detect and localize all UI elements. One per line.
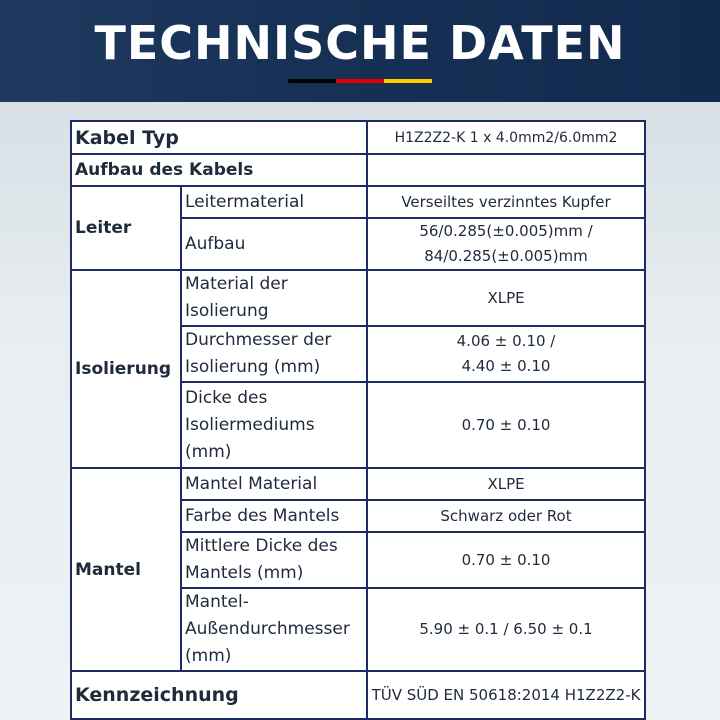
aufbau-des-kabels-label: Aufbau des Kabels: [71, 154, 367, 186]
isolierung-dicke-value: 0.70 ± 0.10: [367, 382, 645, 468]
isolierung-dicke-label: [181, 382, 367, 468]
kennzeichnung-label: Kennzeichnung: [71, 671, 367, 719]
mantel-label: Mantel: [71, 468, 181, 671]
mantel-aussendurchmesser-value: 5.90 ± 0.1 / 6.50 ± 0.1: [367, 588, 645, 671]
isolierung-label: Isolierung: [71, 270, 181, 468]
isolierung-durchmesser-label-line2: Isolierung (mm): [185, 357, 321, 377]
isolierung-dicke-label-line1: Dicke des: [185, 387, 268, 408]
isolierung-material-value: XLPE: [367, 270, 645, 326]
mantel-material-label: Mantel Material: [181, 468, 367, 500]
isolierung-material-label-line2: Isolierung: [185, 301, 269, 321]
isolierung-durchmesser-label: [181, 326, 367, 382]
isolierung-material-label: [181, 270, 367, 326]
leiter-aufbau-value: [367, 218, 645, 270]
isolierung-dicke-label-line3: (mm): [185, 441, 232, 462]
table-row: [71, 270, 645, 326]
table-row-kennzeichnung: [71, 671, 645, 719]
kennzeichnung-value: TÜV SÜD EN 50618:2014 H1Z2Z2-K: [367, 671, 645, 719]
mantel-dicke-label-line1: Mittlere Dicke des: [185, 536, 338, 556]
leiter-aufbau-label: Aufbau: [181, 218, 367, 270]
mantel-farbe-label: Farbe des Mantels: [181, 500, 367, 532]
mantel-aussendurchmesser-label-line2: Außendurchmesser: [185, 619, 350, 639]
spec-table: [70, 120, 646, 720]
isolierung-durchmesser-value-line2: 4.40 ± 0.10: [461, 357, 551, 375]
page-title: TECHNISCHE DATEN: [94, 16, 626, 70]
german-flag-stripe: [288, 79, 432, 83]
mantel-material-value: XLPE: [367, 468, 645, 500]
mantel-dicke-label: [181, 532, 367, 588]
header-banner: [0, 0, 720, 102]
isolierung-durchmesser-label-line1: Durchmesser der: [185, 330, 332, 350]
mantel-farbe-value: Schwarz oder Rot: [367, 500, 645, 532]
leiter-aufbau-value-line2: 84/0.285(±0.005)mm: [424, 247, 588, 265]
table-row: [71, 468, 645, 500]
mantel-aussendurchmesser-label-line1: Mantel-: [185, 592, 249, 612]
isolierung-durchmesser-value: [367, 326, 645, 382]
flag-stripe-gold: [384, 79, 432, 83]
flag-stripe-red: [336, 79, 384, 83]
leiter-aufbau-value-line1: 56/0.285(±0.005)mm /: [419, 222, 593, 240]
leitermaterial-label: Leitermaterial: [181, 186, 367, 218]
aufbau-des-kabels-value: [367, 154, 645, 186]
flag-stripe-black: [288, 79, 336, 83]
mantel-aussendurchmesser-label: [181, 588, 367, 671]
table-row-aufbau: [71, 154, 645, 186]
kabel-typ-label: Kabel Typ: [71, 121, 367, 154]
isolierung-material-label-line1: Material der: [185, 274, 288, 294]
leitermaterial-value: Verseiltes verzinntes Kupfer: [367, 186, 645, 218]
isolierung-dicke-label-line2: Isoliermediums: [185, 414, 315, 435]
table-row: [71, 186, 645, 218]
kabel-typ-value: H1Z2Z2-K 1 x 4.0mm2/6.0mm2: [367, 121, 645, 154]
table-row-kabel-typ: [71, 121, 645, 154]
mantel-aussendurchmesser-label-line3: (mm): [185, 646, 232, 666]
isolierung-durchmesser-value-line1: 4.06 ± 0.10 /: [456, 332, 556, 350]
mantel-dicke-label-line2: Mantels (mm): [185, 563, 304, 583]
mantel-dicke-value: 0.70 ± 0.10: [367, 532, 645, 588]
leiter-label: Leiter: [71, 186, 181, 270]
